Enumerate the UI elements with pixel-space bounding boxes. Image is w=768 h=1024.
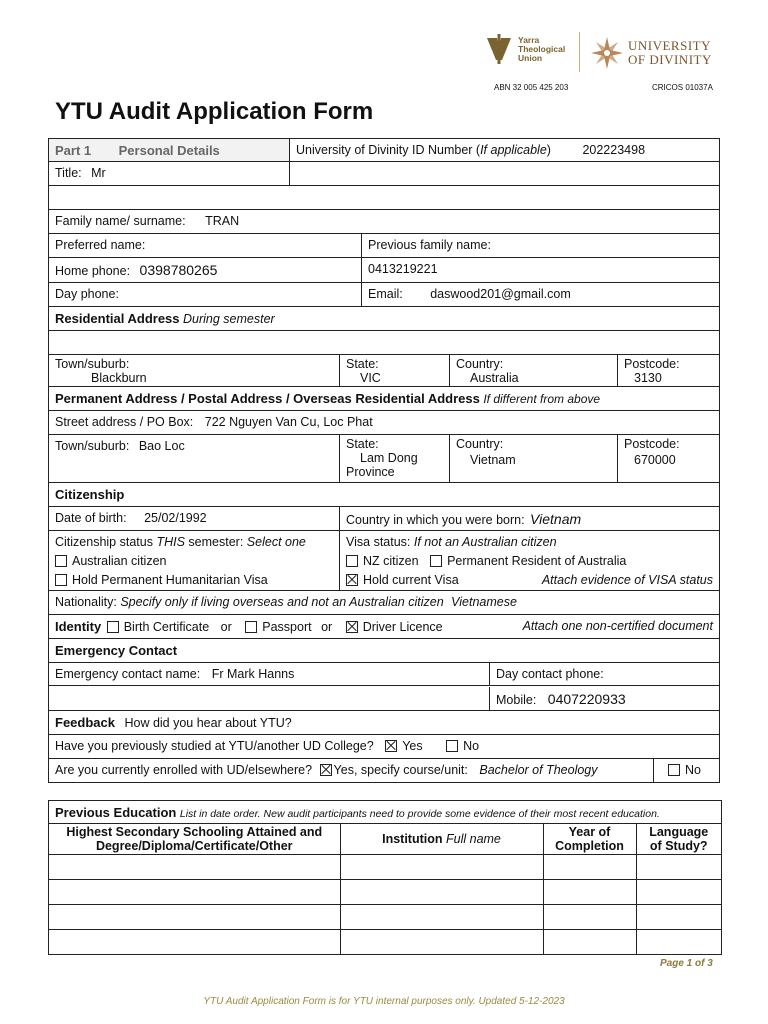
street-label: Street address / PO Box: [55,415,194,429]
residential-town-row [48,355,720,387]
table-cell[interactable] [543,905,636,930]
residential-country-field[interactable] [449,355,617,386]
identity-heading: Identity [55,619,102,634]
feedback-question: How did you hear about YTU? [124,716,292,730]
table-cell[interactable] [543,930,636,955]
dob-value: 25/02/1992 [144,511,207,525]
postcode-label: Postcode: [624,357,680,371]
postcode-value: 3130 [634,371,662,385]
previous-family-name-field[interactable] [361,234,719,257]
identity-field [49,615,719,638]
cricos-code: CRICOS 01037A [652,83,713,92]
permanent-town-label: Town/suburb: [55,439,130,453]
column-header-language: Language of Study? [636,824,721,855]
previous-education-table [49,823,721,954]
currently-enrolled-question: Are you currently enrolled with UD/elsewhere? [55,763,313,777]
studied-no-option[interactable] [446,739,479,753]
title-field[interactable] [49,162,289,185]
page-number: Page 1 of 3 [660,958,713,969]
enrolled-no-label: No [685,763,701,777]
residential-postcode-field[interactable] [617,355,719,386]
identity-row [48,615,720,639]
permanent-resident-label: Permanent Resident of Australia [447,554,627,568]
driver-licence-label: Driver Licence [362,620,443,634]
ud-star-logo-icon [590,36,624,70]
birth-certificate-label: Birth Certificate [123,620,210,634]
driver-licence-option[interactable] [346,620,443,634]
day-phone-field[interactable] [49,283,361,306]
second-phone-value: 0413219221 [368,262,438,276]
column-header-year: Year of Completion [543,824,636,855]
table-cell[interactable] [49,855,340,880]
street-value: 722 Nguyen Van Cu, Loc Phat [204,415,373,429]
humanitarian-visa-option[interactable] [55,571,333,590]
table-cell[interactable] [340,855,543,880]
table-cell[interactable] [340,930,543,955]
ytu-logo-line: Theological [518,43,566,54]
application-form [48,138,720,783]
logo-divider [579,32,580,72]
permanent-note: If different from above [483,392,601,406]
permanent-heading-row [48,387,720,411]
dob-row [48,507,720,531]
residential-title: Residential Address [55,311,180,326]
ud-id-note: If applicable [480,143,547,157]
birth-country-value: Vietnam [530,511,582,527]
emergency-heading: Emergency Contact [55,643,178,658]
previous-education-note: List in date order. New audit participants need to provide some evidence of their most recent education. [179,808,660,820]
visa-status-field [339,531,719,590]
permanent-town-value: Bao Loc [138,439,185,453]
permanent-state-value-2: Province [346,465,395,479]
permanent-town-row [48,435,720,483]
permanent-state-value: Lam Dong [360,451,418,465]
identity-attach-note: Attach one non-certified document [522,619,713,633]
previous-education-section [48,800,722,955]
email-field[interactable] [361,283,719,306]
passport-checkbox[interactable] [245,621,257,633]
studied-yes-label: Yes [402,739,423,753]
permanent-resident-checkbox[interactable] [430,555,442,567]
ytu-logo-line: Yarra [518,34,540,45]
town-value: Blackburn [91,371,147,385]
state-label: State: [346,357,379,371]
day-contact-phone-label: Day contact phone: [496,667,604,681]
residential-note: During semester [183,312,275,326]
enrolled-no-checkbox[interactable] [668,764,680,776]
permanent-country-value: Vietnam [470,453,516,467]
australian-citizen-option[interactable] [55,552,333,571]
studied-no-label: No [463,739,480,753]
previous-family-name-label: Previous family name: [368,238,491,252]
ytu-logo [484,32,565,66]
table-cell[interactable] [636,880,721,905]
passport-label: Passport [262,620,312,634]
ud-id-field[interactable] [289,139,719,161]
table-cell[interactable] [49,880,340,905]
birth-certificate-option[interactable] [107,620,209,634]
table-row [49,880,721,905]
day-contact-phone-field[interactable] [489,663,719,686]
residential-heading [49,307,719,330]
visa-label: Visa status: [346,535,411,549]
table-row [49,930,721,955]
email-value: daswood201@gmail.com [430,287,571,301]
previously-studied-row [48,735,720,759]
abn-number: ABN 32 005 425 203 [494,83,569,92]
ud-logo-line: OF DIVINITY [628,52,712,67]
nz-citizen-option[interactable] [346,554,419,568]
family-name-label: Family name/ surname: [55,214,186,228]
family-name-row [48,210,720,234]
status-label: Citizenship status [55,535,153,549]
title-row [48,162,720,186]
preferred-name-label: Preferred name: [55,238,146,252]
residential-state-field[interactable] [339,355,449,386]
table-cell[interactable] [636,930,721,955]
previous-education-heading: Previous Education [55,805,177,820]
ud-id-close: ) [546,143,551,157]
ud-id-value: 202223498 [582,143,646,157]
table-cell[interactable] [340,905,543,930]
table-cell[interactable] [340,880,543,905]
passport-option[interactable] [245,620,311,634]
table-cell[interactable] [543,855,636,880]
permanent-heading [49,387,719,410]
ud-logo-line: UNIVERSITY [628,38,711,53]
table-row [49,855,721,880]
status-semester: semester: [188,535,244,549]
or-text: or [220,620,232,634]
nationality-row [48,591,720,615]
mobile-field[interactable] [489,687,719,710]
preferred-name-row [48,234,720,258]
previously-studied-field [49,735,719,758]
mobile-label: Mobile: [496,693,537,707]
humanitarian-visa-label: Hold Permanent Humanitarian Visa [72,573,268,587]
birth-certificate-checkbox[interactable] [107,621,119,633]
australian-citizen-checkbox[interactable] [55,555,67,567]
nationality-value: Vietnamese [451,595,517,609]
humanitarian-visa-checkbox[interactable] [55,574,67,586]
table-cell[interactable] [636,905,721,930]
table-cell[interactable] [49,930,340,955]
australian-citizen-label: Australian citizen [72,554,167,568]
home-phone-value: 0398780265 [139,262,218,278]
emergency-name-value: Fr Mark Hanns [211,667,295,681]
section-label: Personal Details [118,143,220,158]
permanent-country-field[interactable] [449,435,617,482]
permanent-resident-option[interactable] [430,554,626,568]
citizenship-heading: Citizenship [55,487,125,502]
blank-row[interactable] [48,186,720,210]
visa-note: If not an Australian citizen [413,535,557,549]
title-value: Mr [91,166,106,180]
permanent-town-field[interactable] [49,435,339,482]
current-visa-label: Hold current Visa [363,573,459,587]
table-cell[interactable] [543,880,636,905]
feedback-heading: Feedback [55,715,115,730]
feedback-field[interactable] [49,711,719,734]
status-select: Select one [246,535,306,549]
part-label: Part 1 [55,143,92,158]
permanent-postcode-field[interactable] [617,435,719,482]
home-phone-row [48,258,720,283]
currently-enrolled-field [49,759,653,782]
studied-no-checkbox[interactable] [446,740,458,752]
home-phone-label: Home phone: [55,264,131,278]
country-value: Australia [470,371,519,385]
part1-heading [49,139,289,161]
part1-header-row [48,138,720,162]
previously-studied-question: Have you previously studied at YTU/another UD College? [55,739,374,753]
ytu-logo-line: Union [518,52,543,63]
emergency-heading-row [48,639,720,663]
country-label: Country: [456,357,504,371]
permanent-country-label: Country: [456,437,504,451]
driver-licence-checkbox-checked[interactable] [346,621,358,633]
home-phone-field[interactable] [49,258,361,282]
table-header-row [49,824,721,855]
family-name-field[interactable] [49,210,719,233]
street-row [48,411,720,435]
nationality-field[interactable] [49,591,719,614]
enrolled-yes-checkbox-checked[interactable] [320,764,332,776]
day-phone-label: Day phone: [55,287,119,301]
nationality-note: Specify only if living overseas and not an Australian citizen [120,595,444,609]
currently-enrolled-row [48,759,720,783]
permanent-postcode-label: Postcode: [624,437,680,451]
citizenship-status-field [49,531,339,590]
column-header-schooling: Highest Secondary Schooling Attained and Degree/Diploma/Certificate/Other [49,824,340,855]
feedback-row [48,711,720,735]
enrolled-yes-label: Yes, specify course/unit: [333,763,468,777]
enrolled-no-option[interactable] [653,759,719,782]
page-title: YTU Audit Application Form [55,98,374,125]
footer-note: YTU Audit Application Form is for YTU internal purposes only. Updated 5-12-2023 [203,996,565,1007]
second-phone-field[interactable] [361,258,719,282]
birth-country-label: Country in which you were born: [346,513,525,527]
citizenship-status-row [48,531,720,591]
visa-attach-note: Attach evidence of VISA status [541,573,713,587]
emergency-contact-row [48,663,720,711]
studied-yes-checkbox-checked[interactable] [385,740,397,752]
table-cell[interactable] [636,855,721,880]
current-visa-checkbox-checked[interactable] [346,574,358,586]
permanent-state-field[interactable] [339,435,449,482]
enrolled-yes-option[interactable] [320,763,468,777]
permanent-state-label: State: [346,437,379,451]
previous-education-caption [49,801,721,823]
residential-heading-row [48,307,720,331]
mobile-value: 0407220933 [547,691,626,707]
emergency-name-label: Emergency contact name: [55,667,201,681]
title-label: Title: [55,166,82,180]
citizenship-heading-row [48,483,720,507]
table-cell[interactable] [49,905,340,930]
column-header-institution: Institution Full name [340,824,543,855]
birth-country-field[interactable] [339,507,719,530]
ud-id-label: University of Divinity ID Number ( [296,143,481,157]
state-value: VIC [360,371,381,385]
nz-citizen-label: NZ citizen [363,554,419,568]
title-extra-field[interactable] [289,162,719,185]
preferred-name-field[interactable] [49,234,361,257]
dob-label: Date of birth: [55,511,127,525]
ytu-cross-logo-icon [484,32,514,66]
dob-field[interactable] [49,507,339,530]
permanent-postcode-value: 670000 [634,453,676,467]
email-label: Email: [368,287,403,301]
or-text: or [321,620,333,634]
day-phone-row [48,283,720,307]
enrolled-course-value: Bachelor of Theology [479,763,598,777]
university-of-divinity-logo [590,36,712,70]
table-row [49,905,721,930]
town-label: Town/suburb: [55,357,130,371]
studied-yes-option[interactable] [385,739,422,753]
current-visa-option[interactable] [346,573,459,587]
permanent-title: Permanent Address / Postal Address / Overseas Residential Address [55,391,480,406]
family-name-value: TRAN [205,214,240,228]
street-field[interactable] [49,411,719,434]
nationality-label: Nationality: [55,595,117,609]
emergency-name-field[interactable] [49,663,489,686]
emergency-extra-field[interactable] [49,687,489,710]
residential-street-row[interactable] [48,331,720,355]
residential-town-field[interactable] [49,355,339,386]
status-this: THIS [156,535,185,549]
nz-citizen-checkbox[interactable] [346,555,358,567]
